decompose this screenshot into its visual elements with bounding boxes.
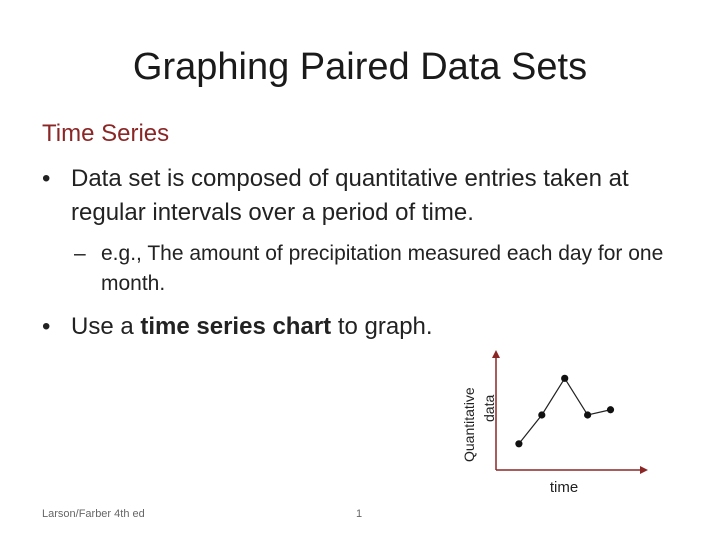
bullet-marker: • (42, 165, 51, 192)
data-point (584, 411, 591, 418)
bullet-text: Data set is composed of quantitative entries taken at regular intervals over a period of time. (71, 165, 629, 226)
x-axis-label: time (549, 479, 579, 496)
section-heading: Time Series (42, 120, 170, 147)
time-series-chart (440, 330, 660, 500)
y-axis-label-line-1: Quantitative (461, 387, 477, 462)
bullet-marker: • (42, 313, 51, 340)
bullet-text-start: Use a (71, 313, 141, 340)
page-number: 1 (356, 508, 363, 520)
data-point (515, 440, 522, 447)
y-axis-label-line-2: data (481, 394, 497, 422)
sub-bullet-text: e.g., The amount of precipitation measured each day for one month. (101, 242, 664, 295)
sub-bullet-marker: – (74, 242, 86, 265)
bullet-text-end: to graph. (331, 313, 433, 340)
data-point (561, 375, 568, 382)
data-point (538, 411, 545, 418)
series-line (519, 378, 611, 443)
bullet-text-bold: time series chart (140, 313, 332, 340)
data-point (607, 406, 614, 413)
slide-title: Graphing Paired Data Sets (132, 46, 588, 88)
footer-source: Larson/Farber 4th ed (42, 508, 145, 520)
data-series (515, 375, 614, 448)
